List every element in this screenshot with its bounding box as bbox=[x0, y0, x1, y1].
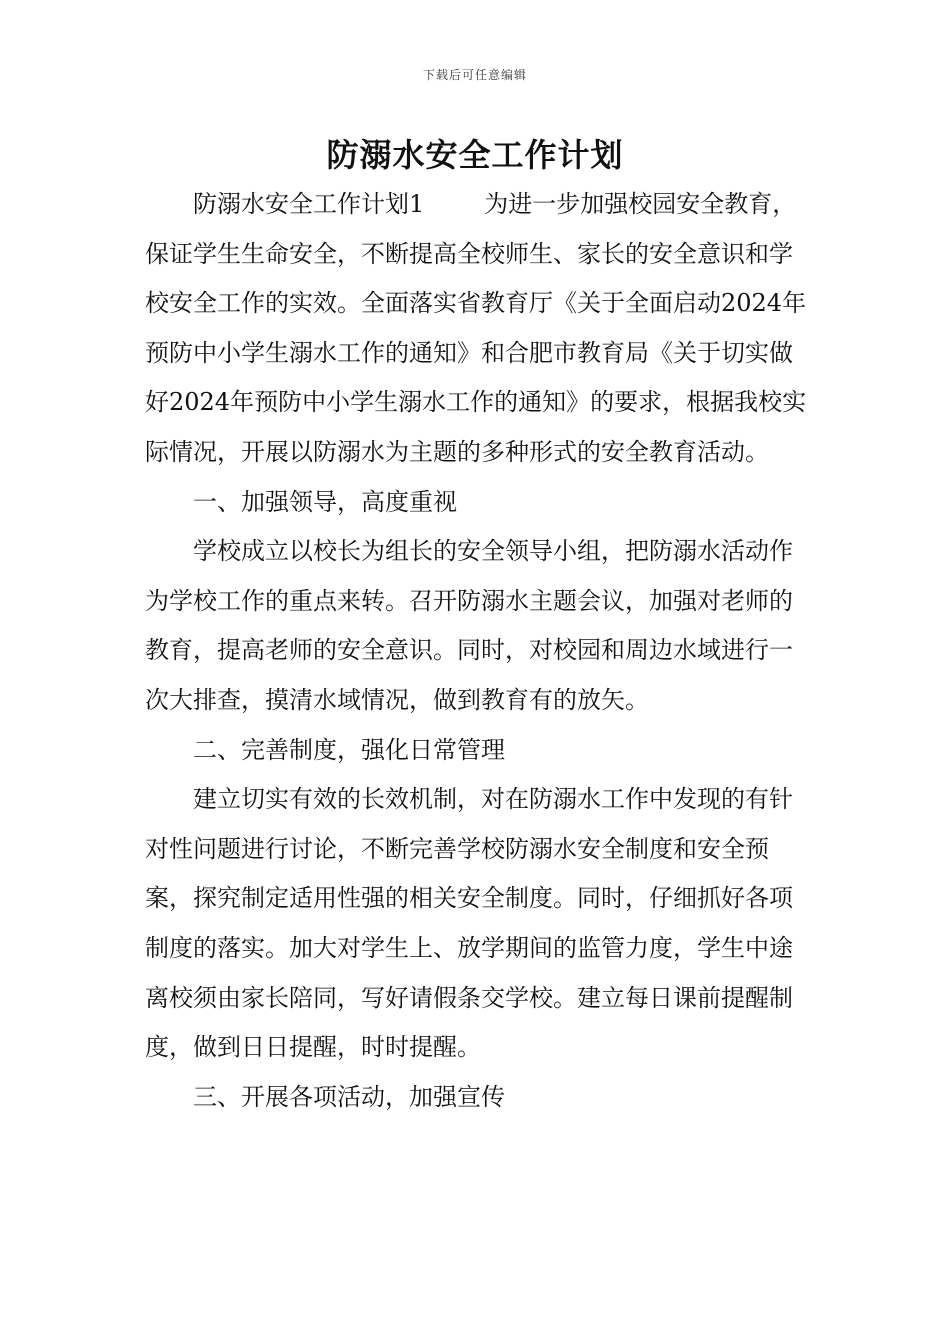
section-heading-1: 一、加强领导，高度重视 bbox=[193, 487, 457, 516]
header-note: 下载后可任意编辑 bbox=[422, 68, 527, 82]
intro-lead: 防溺水安全工作计划1 bbox=[193, 190, 425, 218]
intro-text: 为进一步加强校园安全教育，保证学生生命安全，不断提高全校师生、家长的安全意识和学校安全工作的实效。全面落实省教育厅《关于全面启动2024年预防中小学生溺水工作的通知》和合肥市教育局《关于切实做好2024年预防中小学生溺水工作的通知》的要求，根据我校实际情况，开展以防溺水为主题的多种形式的安全教育活动。 bbox=[145, 190, 807, 466]
section-paragraph-1: 学校成立以校长为组长的安全领导小组，把防溺水活动作为学校工作的重点来转。召开防溺水主题会议，加强对老师的教育，提高老师的安全意识。同时，对校园和周边水域进行一次大排查，摸清水域情况，做到教育有的放矢。 bbox=[145, 537, 793, 714]
page-title: 防溺水安全工作计划 bbox=[326, 136, 624, 174]
document-body bbox=[145, 180, 810, 1122]
section-heading-2: 二、完善制度，强化日常管理 bbox=[193, 735, 505, 764]
intro-paragraph bbox=[145, 180, 810, 478]
section-paragraph-2: 建立切实有效的长效机制，对在防溺水工作中发现的有针对性问题进行讨论，不断完善学校防溺水安全制度和安全预案，探究制定适用性强的相关安全制度。同时，仔细抓好各项制度的落实。加大对学生上、放学期间的监管力度，学生中途离校须由家长陪同，写好请假条交学校。建立每日课前提醒制度，做到日日提醒，时时提醒。 bbox=[145, 785, 793, 1062]
section-heading-3: 三、开展各项活动，加强宣传 bbox=[193, 1082, 505, 1111]
